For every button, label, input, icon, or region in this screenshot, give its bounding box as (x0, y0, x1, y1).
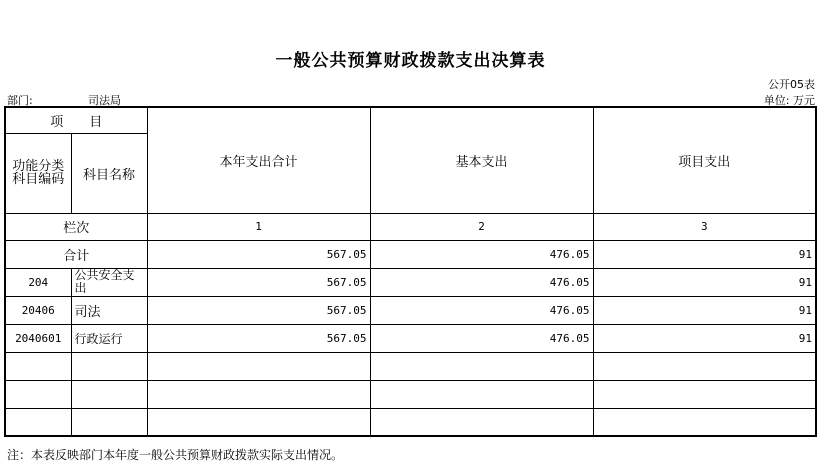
row-code: 20406 (5, 296, 71, 324)
row-value-project: 91 (593, 324, 816, 352)
empty-cell (370, 408, 593, 436)
row-code: 204 (5, 268, 71, 296)
empty-cell (71, 408, 147, 436)
department-label: 部门: (7, 94, 33, 107)
total-label: 合计 (5, 240, 147, 268)
header-col-total: 本年支出合计 (147, 107, 370, 213)
empty-cell (5, 380, 71, 408)
row-value-basic: 476.05 (370, 324, 593, 352)
table-row (5, 324, 816, 352)
header-name: 科目名称 (71, 133, 147, 213)
empty-cell (147, 380, 370, 408)
column-index-2: 2 (370, 213, 593, 240)
empty-cell (5, 352, 71, 380)
empty-cell (147, 352, 370, 380)
row-code: 2040601 (5, 324, 71, 352)
row-value-basic: 476.05 (370, 296, 593, 324)
header-col-project: 项目支出 (593, 107, 816, 213)
footnote: 注：本表反映部门本年度一般公共预算财政拨款实际支出情况。 (7, 448, 344, 462)
row-value-basic: 476.05 (370, 268, 593, 296)
department-name: 司法局 (88, 94, 121, 107)
header-code: 功能分类科目编码 (5, 133, 71, 213)
empty-cell (593, 352, 816, 380)
column-index-3: 3 (593, 213, 816, 240)
empty-row (5, 352, 816, 380)
row-value-total: 567.05 (147, 268, 370, 296)
row-name: 司法 (71, 296, 147, 324)
row-value-total: 567.05 (147, 324, 370, 352)
row-value-total: 567.05 (147, 296, 370, 324)
empty-cell (370, 380, 593, 408)
row-name: 行政运行 (71, 324, 147, 352)
empty-cell (593, 380, 816, 408)
table-row (5, 268, 816, 296)
table-row (5, 296, 816, 324)
row-value-project: 91 (593, 296, 816, 324)
empty-cell (5, 408, 71, 436)
row-name: 公共安全支出 (71, 268, 147, 296)
empty-cell (147, 408, 370, 436)
row-index-label: 栏次 (5, 213, 147, 240)
unit-label: 单位: 万元 (763, 94, 815, 107)
total-value-basic: 476.05 (370, 240, 593, 268)
form-code: 公开05表 (768, 78, 815, 91)
empty-cell (71, 380, 147, 408)
empty-row (5, 408, 816, 436)
total-value-total: 567.05 (147, 240, 370, 268)
empty-row (5, 380, 816, 408)
total-value-project: 91 (593, 240, 816, 268)
empty-cell (593, 408, 816, 436)
budget-table (4, 106, 817, 437)
empty-cell (370, 352, 593, 380)
empty-cell (71, 352, 147, 380)
column-index-1: 1 (147, 213, 370, 240)
report-title: 一般公共预算财政拨款支出决算表 (275, 51, 546, 71)
header-item: 项 目 (5, 107, 147, 133)
row-value-project: 91 (593, 268, 816, 296)
header-col-basic: 基本支出 (370, 107, 593, 213)
